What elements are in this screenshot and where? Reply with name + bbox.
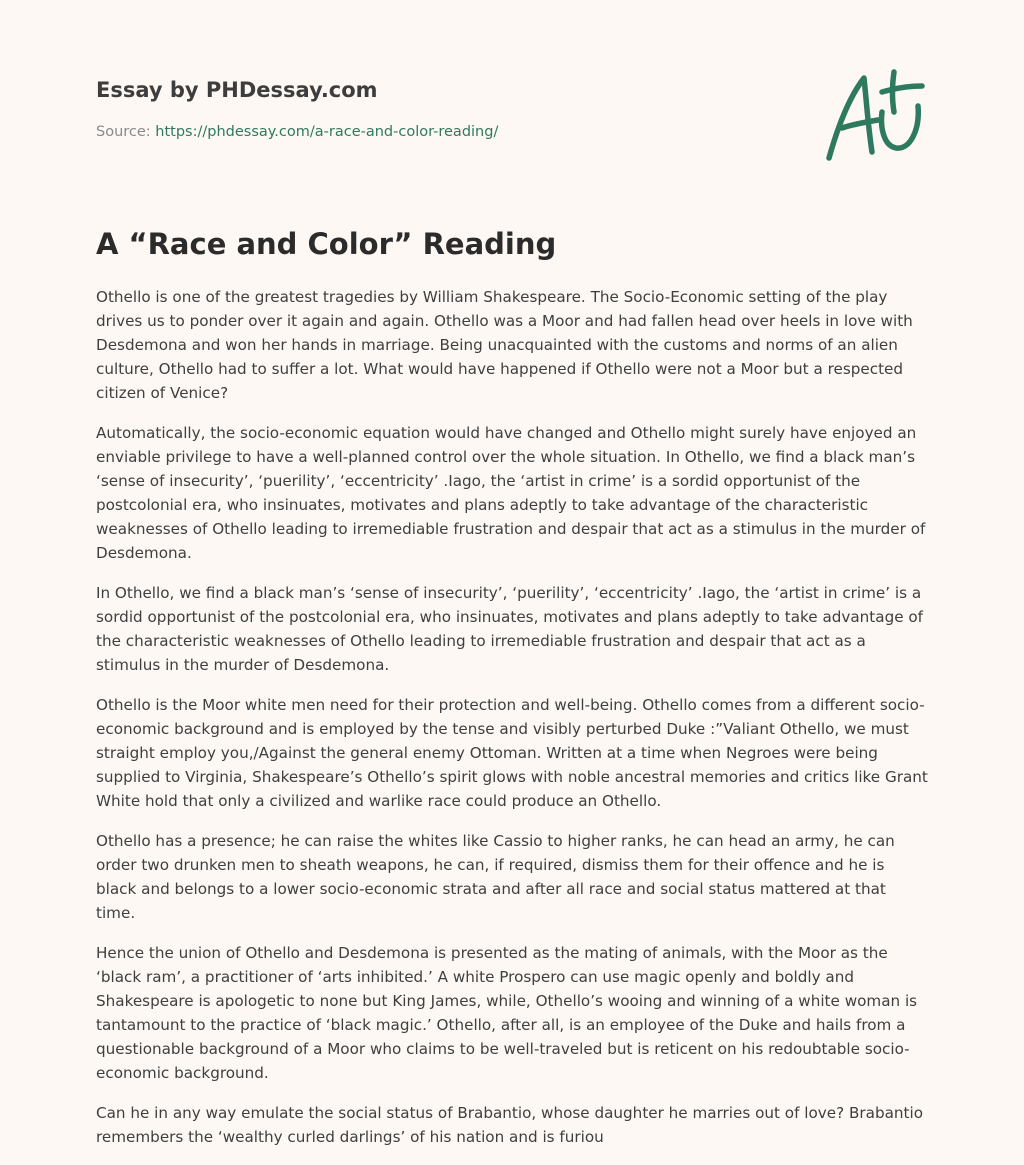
- page-header: [96, 76, 796, 140]
- essay-title: A “Race and Color” Reading: [96, 227, 557, 261]
- source-label: Source:: [96, 124, 156, 140]
- essay-body: [96, 285, 928, 1165]
- source-link[interactable]: https://phdessay.com/a-race-and-color-reading/: [155, 124, 499, 140]
- paragraph: Automatically, the socio-economic equation would have changed and Othello might surely have enjoyed an enviable privilege to have a well-planned control over the whole situation. In Othello, we find a black man’s ‘sense of insecurity’, ‘puerility’, ‘eccentricity’ .Iago, the ‘artist in crime’ is a sordid opportunist of the postcolonial era, who insinuates, motivates and plans adeptly to take advantage of the characteristic weaknesses of Othello leading to irremediable frustration and despair that act as a stimulus in the murder of Desdemona.: [96, 424, 926, 562]
- paragraph: Othello is the Moor white men need for their protection and well-being. Othello comes from a different socio-economic background and is employed by the tense and visibly perturbed Duke :”Valiant Othello, we must straight employ you,/Against the general enemy Ottoman. Written at a time when Negroes were being supplied to Virginia, Shakespeare’s Othello’s spirit glows with noble ancestral memories and critics like Grant White hold that only a civilized and warlike race could produce an Othello.: [96, 696, 928, 810]
- paragraph: Othello has a presence; he can raise the whites like Cassio to higher ranks, he can head an army, he can order two drunken men to sheath weapons, he can, if required, dismiss them for their offence and he is black and belongs to a lower socio-economic strata and after all race and social status mattered at that time.: [96, 832, 895, 922]
- source-line: [96, 124, 498, 140]
- brand-title: Essay by PHDessay.com: [96, 78, 378, 102]
- paragraph: Othello is one of the greatest tragedies by William Shakespeare. The Socio-Economic setting of the play drives us to ponder over it again and again. Othello was a Moor and had fallen head over heels in love with Desdemona and won her hands in marriage. Being unacquainted with the customs and norms of an alien culture, Othello had to suffer a lot. What would have happened if Othello were not a Moor but a respected citizen of Venice?: [96, 288, 913, 402]
- paragraph: Hence the union of Othello and Desdemona is presented as the mating of animals, with the Moor as the ‘black ram’, a practitioner of ‘arts inhibited.’ A white Prospero can use magic openly and boldly and Shakespeare is apologetic to none but King James, while, Othello’s wooing and winning of a white woman is tantamount to the practice of ‘black magic.’ Othello, after all, is an employee of the Duke and hails from a questionable background of a Moor who claims to be well-traveled but is reticent on his redoubtable socio-economic background.: [96, 944, 918, 1082]
- a-plus-logo-icon: [820, 66, 928, 166]
- paragraph: In Othello, we find a black man’s ‘sense of insecurity’, ‘puerility’, ‘eccentricity’ .Iago, the ‘artist in crime’ is a sordid opportunist of the postcolonial era, who insinuates, motivates and plans adeptly to take advantage of the characteristic weaknesses of Othello leading to irremediable frustration and despair that act as a stimulus in the murder of Desdemona.: [96, 584, 924, 674]
- paragraph: Can he in any way emulate the social status of Brabantio, whose daughter he marries out of love? Brabantio remembers the ‘wealthy curled darlings’ of his nation and is furiou: [96, 1104, 924, 1146]
